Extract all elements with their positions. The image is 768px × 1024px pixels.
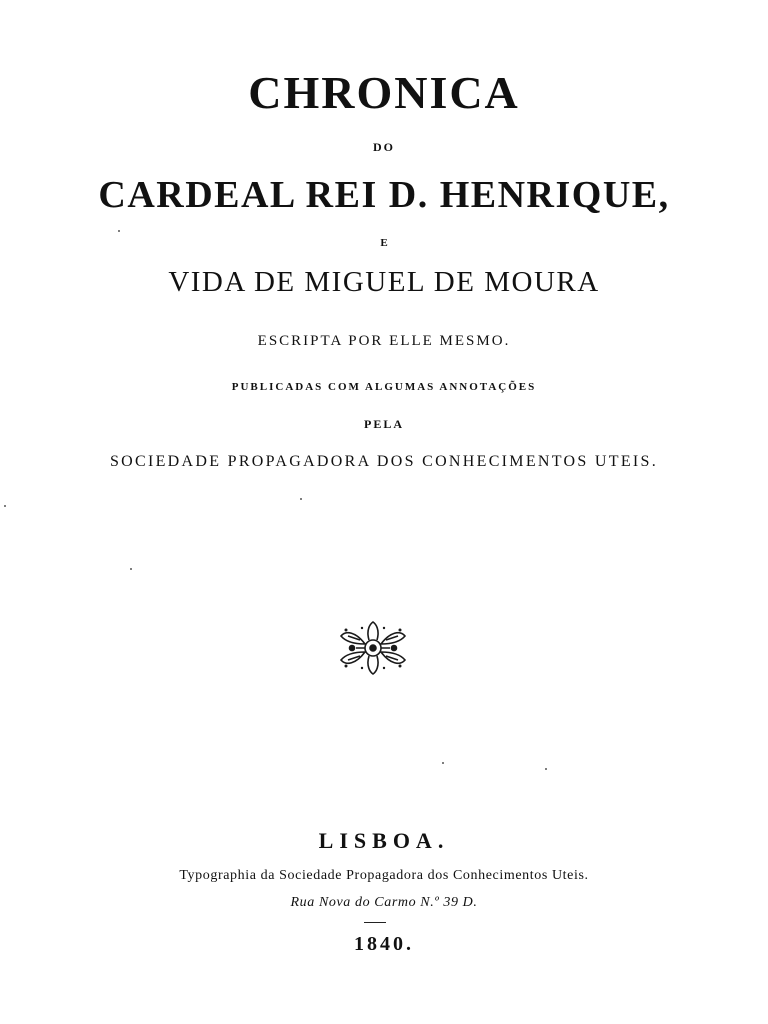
ink-speck xyxy=(130,568,132,570)
ink-speck xyxy=(4,505,6,507)
short-rule xyxy=(364,922,386,923)
city: LISBOA. xyxy=(318,828,450,853)
floral-ornament-icon xyxy=(338,620,408,676)
title-line-1: CHRONICA xyxy=(248,67,520,118)
title-line-2: CARDEAL REI D. HENRIQUE, xyxy=(98,174,670,216)
printer-line: Typographia da Sociedade Propagadora dos Conhecimentos Uteis. xyxy=(179,868,589,883)
year: 1840. xyxy=(354,933,414,955)
ink-speck xyxy=(545,768,547,770)
publication-note: PUBLICADAS COM ALGUMAS ANNOTAÇÕES xyxy=(231,381,537,393)
by-word: PELA xyxy=(363,417,404,431)
connector-e: E xyxy=(380,237,388,249)
subtitle: ESCRIPTA POR ELLE MESMO. xyxy=(257,333,511,349)
connector-do: DO xyxy=(373,140,395,154)
ink-speck xyxy=(118,230,120,232)
title-line-3: VIDA DE MIGUEL DE MOURA xyxy=(168,266,600,298)
ink-speck xyxy=(300,498,302,500)
ink-speck xyxy=(442,762,444,764)
address-line: Rua Nova do Carmo N.º 39 D. xyxy=(290,895,478,910)
publisher-society: SOCIEDADE PROPAGADORA DOS CONHECIMENTOS UTEIS. xyxy=(109,453,659,470)
